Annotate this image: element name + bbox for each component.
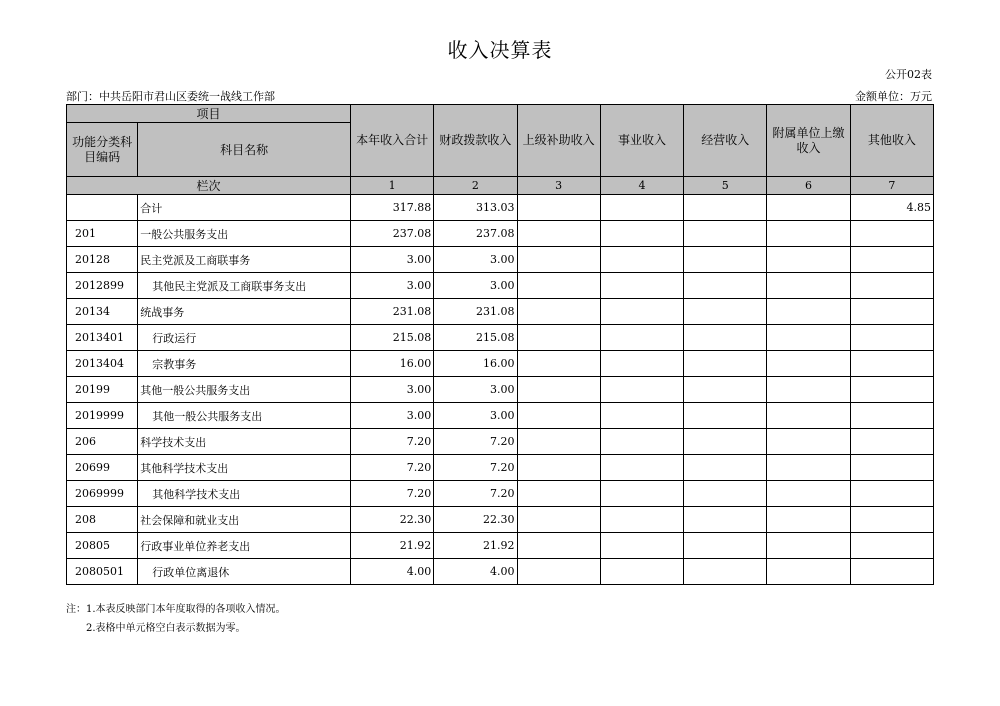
row-value: 4.00 bbox=[350, 559, 433, 585]
row-code: 2013404 bbox=[67, 351, 138, 377]
row-code: 20128 bbox=[67, 247, 138, 273]
table-row bbox=[67, 533, 934, 559]
row-value bbox=[600, 351, 683, 377]
row-value: 7.20 bbox=[434, 429, 517, 455]
row-value bbox=[850, 533, 933, 559]
row-value: 3.00 bbox=[434, 377, 517, 403]
row-value bbox=[850, 559, 933, 585]
row-value bbox=[600, 195, 683, 221]
row-value bbox=[850, 221, 933, 247]
table-row bbox=[67, 507, 934, 533]
header-col-business: 事业收入 bbox=[600, 105, 683, 177]
row-value bbox=[600, 325, 683, 351]
row-value bbox=[767, 221, 850, 247]
row-value bbox=[767, 455, 850, 481]
row-code: 2012899 bbox=[67, 273, 138, 299]
col-number: 4 bbox=[600, 177, 683, 195]
row-name: 社会保障和就业支出 bbox=[138, 507, 351, 533]
row-name: 其他一般公共服务支出 bbox=[138, 377, 351, 403]
row-value bbox=[767, 273, 850, 299]
table-row bbox=[67, 325, 934, 351]
table-row bbox=[67, 195, 934, 221]
row-value bbox=[684, 429, 767, 455]
header-col-operation: 经营收入 bbox=[684, 105, 767, 177]
row-value bbox=[850, 481, 933, 507]
row-value bbox=[600, 377, 683, 403]
row-value bbox=[767, 403, 850, 429]
row-value bbox=[517, 403, 600, 429]
row-value bbox=[684, 325, 767, 351]
row-value bbox=[767, 195, 850, 221]
header-col-fiscal: 财政拨款收入 bbox=[434, 105, 517, 177]
row-value bbox=[517, 247, 600, 273]
row-value bbox=[600, 507, 683, 533]
row-value bbox=[600, 221, 683, 247]
row-value: 16.00 bbox=[350, 351, 433, 377]
row-name: 行政单位离退休 bbox=[138, 559, 351, 585]
header-col-total: 本年收入合计 bbox=[350, 105, 433, 177]
row-name: 统战事务 bbox=[138, 299, 351, 325]
row-value bbox=[684, 507, 767, 533]
row-value bbox=[684, 455, 767, 481]
amount-unit-label: 金额单位：万元 bbox=[855, 90, 932, 103]
row-code: 2080501 bbox=[67, 559, 138, 585]
row-value bbox=[600, 455, 683, 481]
row-code: 2013401 bbox=[67, 325, 138, 351]
header-col-superior: 上级补助收入 bbox=[517, 105, 600, 177]
row-name: 合计 bbox=[138, 195, 351, 221]
row-code bbox=[67, 195, 138, 221]
row-value: 4.85 bbox=[850, 195, 933, 221]
row-code: 20134 bbox=[67, 299, 138, 325]
row-value: 3.00 bbox=[434, 403, 517, 429]
row-value: 3.00 bbox=[434, 247, 517, 273]
header-row-index: 栏次 bbox=[67, 177, 351, 195]
row-value bbox=[600, 559, 683, 585]
row-value bbox=[600, 403, 683, 429]
row-value: 215.08 bbox=[350, 325, 433, 351]
row-value bbox=[517, 221, 600, 247]
row-name: 行政运行 bbox=[138, 325, 351, 351]
row-value: 313.03 bbox=[434, 195, 517, 221]
row-value bbox=[517, 481, 600, 507]
row-value: 7.20 bbox=[350, 429, 433, 455]
row-value bbox=[850, 247, 933, 273]
row-value bbox=[684, 247, 767, 273]
row-value: 7.20 bbox=[350, 481, 433, 507]
row-name: 一般公共服务支出 bbox=[138, 221, 351, 247]
row-value bbox=[767, 351, 850, 377]
row-code: 2019999 bbox=[67, 403, 138, 429]
row-value: 231.08 bbox=[350, 299, 433, 325]
row-value: 7.20 bbox=[434, 481, 517, 507]
row-value bbox=[684, 351, 767, 377]
header-code: 功能分类科目编码 bbox=[67, 123, 138, 177]
row-value bbox=[684, 221, 767, 247]
col-number: 5 bbox=[684, 177, 767, 195]
row-value bbox=[684, 481, 767, 507]
row-value bbox=[850, 429, 933, 455]
col-number: 2 bbox=[434, 177, 517, 195]
row-value bbox=[767, 533, 850, 559]
row-value bbox=[850, 403, 933, 429]
header-project: 项目 bbox=[67, 105, 351, 123]
row-value bbox=[767, 325, 850, 351]
row-value: 3.00 bbox=[434, 273, 517, 299]
row-name: 宗教事务 bbox=[138, 351, 351, 377]
row-value: 3.00 bbox=[350, 273, 433, 299]
row-value bbox=[684, 195, 767, 221]
row-value bbox=[600, 273, 683, 299]
row-name: 科学技术支出 bbox=[138, 429, 351, 455]
row-value: 22.30 bbox=[350, 507, 433, 533]
row-value bbox=[517, 195, 600, 221]
row-code: 206 bbox=[67, 429, 138, 455]
row-value: 215.08 bbox=[434, 325, 517, 351]
row-value: 22.30 bbox=[434, 507, 517, 533]
row-value: 7.20 bbox=[434, 455, 517, 481]
row-code: 208 bbox=[67, 507, 138, 533]
col-number: 3 bbox=[517, 177, 600, 195]
col-number: 1 bbox=[350, 177, 433, 195]
table-row bbox=[67, 377, 934, 403]
row-code: 20699 bbox=[67, 455, 138, 481]
row-value bbox=[600, 429, 683, 455]
row-name: 其他科学技术支出 bbox=[138, 481, 351, 507]
row-code: 20805 bbox=[67, 533, 138, 559]
row-value: 3.00 bbox=[350, 247, 433, 273]
row-value bbox=[517, 273, 600, 299]
table-row bbox=[67, 247, 934, 273]
header-col-affiliated: 附属单位上缴收入 bbox=[767, 105, 850, 177]
row-value bbox=[767, 429, 850, 455]
row-value bbox=[684, 299, 767, 325]
row-value: 3.00 bbox=[350, 377, 433, 403]
notes bbox=[66, 600, 286, 638]
row-value bbox=[684, 559, 767, 585]
row-value: 237.08 bbox=[350, 221, 433, 247]
table-row bbox=[67, 351, 934, 377]
row-name: 其他科学技术支出 bbox=[138, 455, 351, 481]
row-value bbox=[517, 299, 600, 325]
row-code: 20199 bbox=[67, 377, 138, 403]
row-value bbox=[850, 455, 933, 481]
row-value bbox=[767, 377, 850, 403]
row-value: 3.00 bbox=[350, 403, 433, 429]
row-name: 民主党派及工商联事务 bbox=[138, 247, 351, 273]
row-value: 16.00 bbox=[434, 351, 517, 377]
row-name: 行政事业单位养老支出 bbox=[138, 533, 351, 559]
row-value bbox=[517, 377, 600, 403]
row-value bbox=[684, 533, 767, 559]
row-value bbox=[850, 325, 933, 351]
table-row bbox=[67, 429, 934, 455]
note-2: 2.表格中单元格空白表示数据为零。 bbox=[86, 623, 246, 634]
row-value: 231.08 bbox=[434, 299, 517, 325]
row-value: 317.88 bbox=[350, 195, 433, 221]
row-value: 4.00 bbox=[434, 559, 517, 585]
department-label: 部门：中共岳阳市君山区委统一战线工作部 bbox=[66, 90, 275, 103]
row-value bbox=[850, 351, 933, 377]
row-value bbox=[684, 377, 767, 403]
header-col-other: 其他收入 bbox=[850, 105, 933, 177]
col-number: 6 bbox=[767, 177, 850, 195]
row-value bbox=[850, 299, 933, 325]
table-row bbox=[67, 273, 934, 299]
table-row bbox=[67, 559, 934, 585]
row-value bbox=[517, 325, 600, 351]
row-value bbox=[517, 351, 600, 377]
table-body bbox=[67, 195, 934, 585]
row-value bbox=[767, 559, 850, 585]
row-value bbox=[600, 481, 683, 507]
table-row bbox=[67, 481, 934, 507]
table-row bbox=[67, 403, 934, 429]
row-value: 21.92 bbox=[350, 533, 433, 559]
row-value bbox=[600, 299, 683, 325]
row-value bbox=[600, 533, 683, 559]
row-value bbox=[684, 273, 767, 299]
header-name: 科目名称 bbox=[138, 123, 351, 177]
row-value: 7.20 bbox=[350, 455, 433, 481]
row-value bbox=[767, 481, 850, 507]
row-value bbox=[684, 403, 767, 429]
row-value bbox=[767, 247, 850, 273]
row-value: 237.08 bbox=[434, 221, 517, 247]
income-table bbox=[66, 104, 934, 585]
form-number: 公开02表 bbox=[885, 68, 932, 81]
table-row bbox=[67, 221, 934, 247]
table-row bbox=[67, 299, 934, 325]
row-value bbox=[517, 507, 600, 533]
row-value bbox=[767, 299, 850, 325]
col-number: 7 bbox=[850, 177, 933, 195]
table-row bbox=[67, 455, 934, 481]
row-name: 其他民主党派及工商联事务支出 bbox=[138, 273, 351, 299]
row-value bbox=[850, 507, 933, 533]
row-value bbox=[767, 507, 850, 533]
row-value bbox=[600, 247, 683, 273]
note-1: 注：1.本表反映部门本年度取得的各项收入情况。 bbox=[66, 604, 286, 615]
row-value bbox=[517, 455, 600, 481]
row-value: 21.92 bbox=[434, 533, 517, 559]
row-value bbox=[850, 377, 933, 403]
row-value bbox=[517, 533, 600, 559]
row-code: 2069999 bbox=[67, 481, 138, 507]
row-value bbox=[850, 273, 933, 299]
page-title: 收入决算表 bbox=[447, 38, 553, 62]
row-value bbox=[517, 559, 600, 585]
row-name: 其他一般公共服务支出 bbox=[138, 403, 351, 429]
row-code: 201 bbox=[67, 221, 138, 247]
row-value bbox=[517, 429, 600, 455]
